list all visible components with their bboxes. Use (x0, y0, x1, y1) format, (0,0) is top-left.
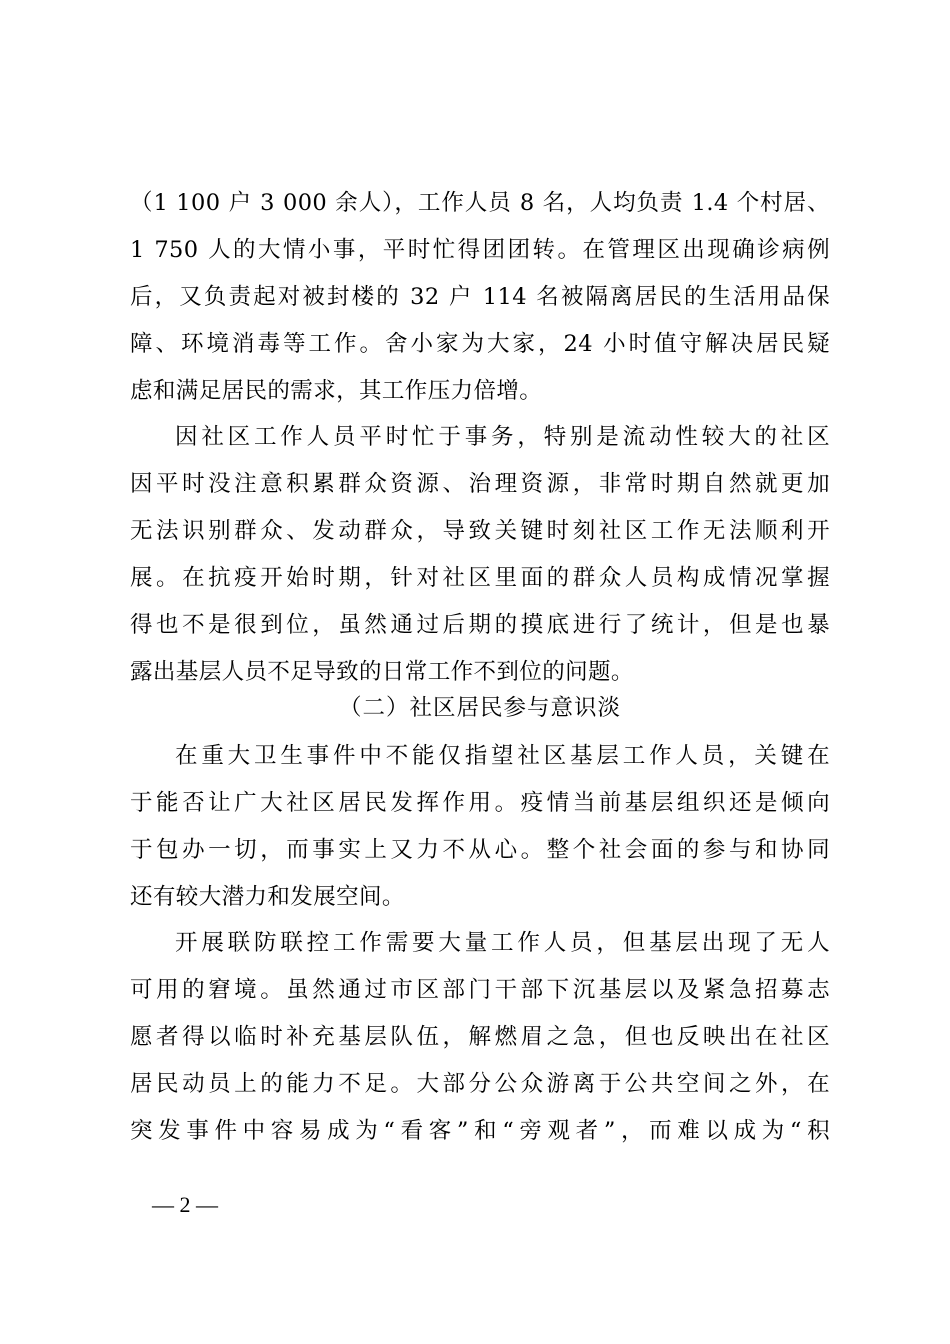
paragraph-1-line-2: 1 750 人的大情小事，平时忙得团团转。在管理区出现确诊病例 (130, 236, 830, 263)
paragraph-2-line-5: 得也不是很到位，虽然通过后期的摸底进行了统计，但是也暴 (130, 611, 830, 638)
paragraph-2 (130, 414, 830, 695)
paragraph-2-line-2: 因平时没注意积累群众资源、治理资源，非常时期自然就更加 (130, 470, 830, 497)
paragraph-3-line-2: 于能否让广大社区居民发挥作用。疫情当前基层组织还是倾向 (130, 789, 830, 816)
paragraph-4-line-5: 突发事件中容易成为“看客”和“旁观者”，而难以成为“积 (130, 1117, 830, 1144)
paragraph-1-line-5: 虑和满足居民的需求，其工作压力倍增。 (130, 377, 543, 404)
paragraph-1 (130, 180, 830, 415)
paragraph-3-line-1: 在重大卫生事件中不能仅指望社区基层工作人员，关键在 (175, 743, 830, 769)
paragraph-1-line-3: 后，又负责起对被封楼的 32 户 114 名被隔离居民的生活用品保 (130, 283, 830, 310)
paragraph-2-line-4: 展。在抗疫开始时期，针对社区里面的群众人员构成情况掌握 (130, 564, 830, 591)
paragraph-1-line-1: （1 100 户 3 000 余人），工作人员 8 名，人均负责 1.4 个村居、 (130, 190, 830, 216)
paragraph-2-line-6: 露出基层人员不足导致的日常工作不到位的问题。 (130, 658, 634, 685)
paragraph-4-line-4: 居民动员上的能力不足。大部分公众游离于公共空间之外，在 (130, 1070, 830, 1097)
page-number: — 2 — (152, 1192, 218, 1217)
paragraph-3 (130, 733, 830, 921)
paragraph-2-line-1: 因社区工作人员平时忙于事务，特别是流动性较大的社区 (175, 424, 830, 450)
paragraph-4-line-2: 可用的窘境。虽然通过市区部门干部下沉基层以及紧急招募志 (130, 976, 830, 1003)
paragraph-3-line-3: 于包办一切，而事实上又力不从心。整个社会面的参与和协同 (130, 836, 830, 863)
paragraph-3-line-4: 还有较大潜力和发展空间。 (130, 883, 405, 910)
paragraph-4-line-1: 开展联防联控工作需要大量工作人员，但基层出现了无人 (175, 930, 830, 956)
paragraph-1-line-4: 障、环境消毒等工作。舍小家为大家，24 小时值守解决居民疑 (130, 330, 830, 357)
paragraph-4-line-3: 愿者得以临时补充基层队伍，解燃眉之急，但也反映出在社区 (130, 1023, 830, 1050)
section-heading: （二）社区居民参与意识淡 (338, 695, 621, 721)
paragraph-2-line-3: 无法识别群众、发动群众，导致关键时刻社区工作无法顺利开 (130, 517, 830, 544)
paragraph-4 (130, 920, 830, 1155)
